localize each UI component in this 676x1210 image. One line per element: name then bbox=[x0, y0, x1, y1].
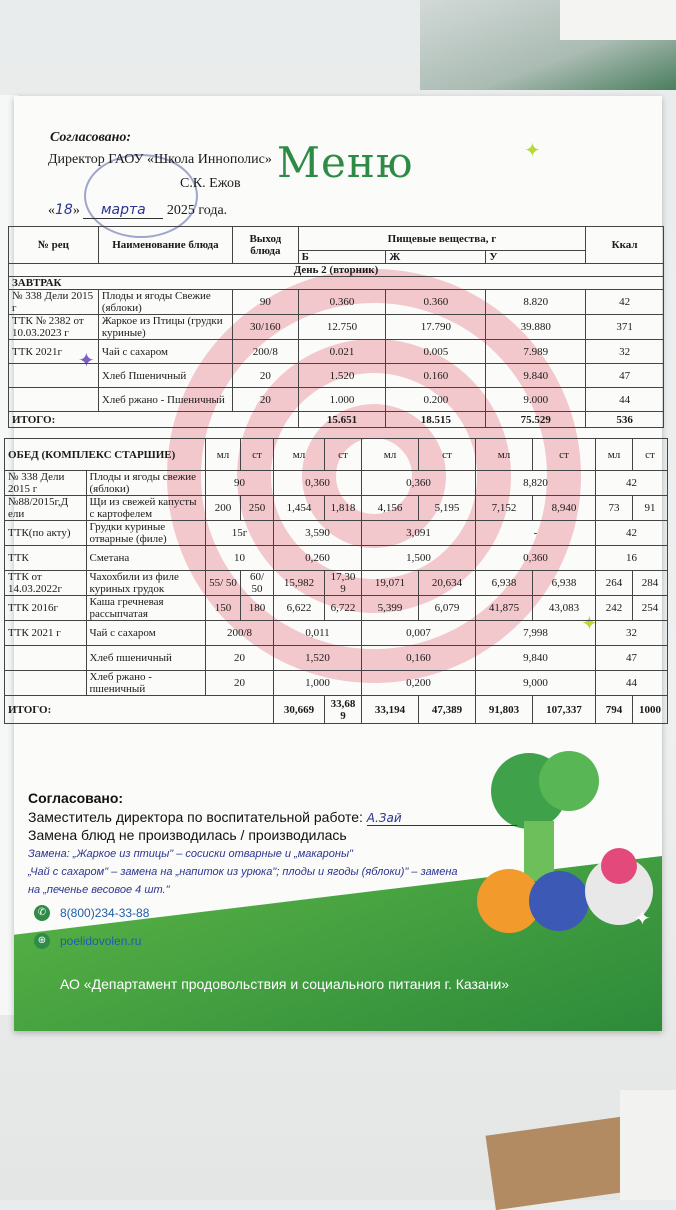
total-zh-st: 47,389 bbox=[419, 696, 476, 724]
cell-u-st: 6,938 bbox=[533, 571, 596, 596]
cell-u: 0,360 bbox=[476, 546, 596, 571]
cell-out: 20 bbox=[206, 646, 274, 671]
cell-u: 7,998 bbox=[476, 621, 596, 646]
total-zh: 18.515 bbox=[386, 412, 486, 428]
paper-scrap bbox=[560, 0, 676, 40]
sub-ml: мл bbox=[596, 439, 633, 471]
cell-name: Чахохбили из филе куриных грудок bbox=[86, 571, 206, 596]
total-k-ml: 794 bbox=[596, 696, 633, 724]
star-icon: ✦ bbox=[78, 350, 95, 372]
cell-kcal: 42 bbox=[596, 521, 668, 546]
cell-b: 1.000 bbox=[298, 388, 386, 412]
cell-zh-st: 6,079 bbox=[419, 596, 476, 621]
cell-zh-ml: 19,071 bbox=[362, 571, 419, 596]
table-row bbox=[9, 388, 664, 412]
star-icon: ✦ bbox=[634, 908, 651, 930]
cell-zh: 0.360 bbox=[386, 290, 486, 315]
cell-b-st: 1,818 bbox=[325, 496, 362, 521]
cell-rec bbox=[5, 671, 87, 696]
cell-kcal: 44 bbox=[586, 388, 664, 412]
total-kcal: 536 bbox=[586, 412, 664, 428]
globe-icon: ⊕ bbox=[34, 933, 50, 949]
cell-out-st: 180 bbox=[241, 596, 274, 621]
cell-b: 1,520 bbox=[274, 646, 362, 671]
day-label: День 2 (вторник) bbox=[9, 264, 664, 277]
col-name: Наименование блюда bbox=[98, 227, 232, 264]
cell-k-st: 284 bbox=[633, 571, 668, 596]
table-row bbox=[5, 571, 668, 596]
total-label: ИТОГО: bbox=[5, 696, 274, 724]
paper-piece bbox=[620, 1090, 676, 1200]
cell-b-st: 6,722 bbox=[325, 596, 362, 621]
cell-rec: ТТК № 2382 от 10.03.2023 г bbox=[9, 315, 99, 340]
table-row bbox=[5, 596, 668, 621]
star-icon: ✦ bbox=[524, 140, 541, 162]
cell-rec: № 338 Дели 2015 г bbox=[5, 471, 87, 496]
approval-date: «18» марта 2025 года. bbox=[48, 202, 228, 218]
col-output: Выход блюда bbox=[233, 227, 299, 264]
cell-b-ml: 6,622 bbox=[274, 596, 325, 621]
col-b: Б bbox=[298, 251, 386, 264]
cell-out: 20 bbox=[233, 364, 299, 388]
cell-u: 39.880 bbox=[486, 315, 586, 340]
table-row bbox=[5, 471, 668, 496]
sub-ml: мл bbox=[362, 439, 419, 471]
cell-u: 8,820 bbox=[476, 471, 596, 496]
total-k-st: 1000 bbox=[633, 696, 668, 724]
cell-zh-ml: 5,399 bbox=[362, 596, 419, 621]
sub-ml: мл bbox=[206, 439, 241, 471]
breakfast-table bbox=[8, 226, 664, 428]
cell-zh: 1,500 bbox=[362, 546, 476, 571]
sub-ml: мл bbox=[476, 439, 533, 471]
cell-k-ml: 264 bbox=[596, 571, 633, 596]
cell-name: Грудки куриные отварные (филе) bbox=[86, 521, 206, 546]
cell-rec bbox=[9, 388, 99, 412]
cell-out: 200/8 bbox=[206, 621, 274, 646]
total-b-ml: 30,669 bbox=[274, 696, 325, 724]
cell-u: 9.000 bbox=[486, 388, 586, 412]
col-kcal: Ккал bbox=[586, 227, 664, 264]
cell-u-ml: 6,938 bbox=[476, 571, 533, 596]
cell-out-st: 250 bbox=[241, 496, 274, 521]
cell-b: 3,590 bbox=[274, 521, 362, 546]
handwritten-note-3: на „печенье весовое 4 шт." bbox=[28, 884, 170, 896]
table-row bbox=[9, 315, 664, 340]
table-row bbox=[9, 340, 664, 364]
table-row bbox=[5, 496, 668, 521]
cell-zh: 0,007 bbox=[362, 621, 476, 646]
cell-rec: ТТК 2021г bbox=[9, 340, 99, 364]
cell-name: Хлеб ржано - пшеничный bbox=[86, 671, 206, 696]
cell-name: Хлеб ржано - Пшеничный bbox=[98, 388, 232, 412]
cell-out: 10 bbox=[206, 546, 274, 571]
cell-u: 9.840 bbox=[486, 364, 586, 388]
total-u: 75.529 bbox=[486, 412, 586, 428]
cell-zh: 0.160 bbox=[386, 364, 486, 388]
table-row bbox=[5, 521, 668, 546]
cell-name: Плоды и ягоды Свежие (яблоки) bbox=[98, 290, 232, 315]
cell-b: 0,011 bbox=[274, 621, 362, 646]
cell-name: Чай с сахаром bbox=[98, 340, 232, 364]
star-icon: ✦ bbox=[581, 613, 598, 635]
cell-b-st: 17,30 9 bbox=[325, 571, 362, 596]
table-row bbox=[5, 546, 668, 571]
cell-u: 9,000 bbox=[476, 671, 596, 696]
cell-kcal: 42 bbox=[596, 471, 668, 496]
table-row bbox=[9, 290, 664, 315]
cell-name: Щи из свежей капусты с картофелем bbox=[86, 496, 206, 521]
total-u-ml: 91,803 bbox=[476, 696, 533, 724]
cell-name: Хлеб Пшеничный bbox=[98, 364, 232, 388]
table-row bbox=[5, 671, 668, 696]
handwritten-note-2: „Чай с сахаром" – замена на „напиток из урюка"; плоды и ягоды (яблоки)" – замена bbox=[28, 866, 458, 878]
cell-name: Жаркое из Птицы (грудки куриные) bbox=[98, 315, 232, 340]
phone-number: 8(800)234-33-88 bbox=[60, 906, 150, 920]
sub-st: ст bbox=[419, 439, 476, 471]
cell-kcal: 44 bbox=[596, 671, 668, 696]
cell-kcal: 32 bbox=[596, 621, 668, 646]
menu-sheet bbox=[8, 96, 662, 1031]
cell-out-ml: 150 bbox=[206, 596, 241, 621]
lunch-title: ОБЕД (КОМПЛЕКС СТАРШИЕ) bbox=[5, 439, 206, 471]
cell-rec: ТТК(по акту) bbox=[5, 521, 87, 546]
handwritten-note-1: Замена: „Жаркое из птицы" – сосиски отварные и „макароны" bbox=[28, 848, 353, 860]
cell-zh-st: 20,634 bbox=[419, 571, 476, 596]
total-label: ИТОГО: bbox=[9, 412, 299, 428]
cell-rec bbox=[9, 364, 99, 388]
organization-name: АО «Департамент продовольствия и социального питания г. Казани» bbox=[60, 976, 510, 992]
cell-kcal: 16 bbox=[596, 546, 668, 571]
cell-kcal: 32 bbox=[586, 340, 664, 364]
cell-out-st: 60/ 50 bbox=[241, 571, 274, 596]
cell-zh: 0.005 bbox=[386, 340, 486, 364]
table-row bbox=[5, 646, 668, 671]
table-row bbox=[9, 364, 664, 388]
cell-b: 0,260 bbox=[274, 546, 362, 571]
cell-out: 15г bbox=[206, 521, 274, 546]
director-name: С.К. Ежов bbox=[180, 176, 241, 191]
cell-k-st: 254 bbox=[633, 596, 668, 621]
whatsapp-icon: ✆ bbox=[34, 905, 50, 921]
total-b-st: 33,68 9 bbox=[325, 696, 362, 724]
cell-rec: №88/2015г,Д ели bbox=[5, 496, 87, 521]
cell-zh-st: 5,195 bbox=[419, 496, 476, 521]
col-rec: № рец bbox=[9, 227, 99, 264]
sub-st: ст bbox=[633, 439, 668, 471]
cell-zh: 3,091 bbox=[362, 521, 476, 546]
sub-st: ст bbox=[533, 439, 596, 471]
sub-st: ст bbox=[325, 439, 362, 471]
cell-zh: 0,160 bbox=[362, 646, 476, 671]
cell-name: Хлеб пшеничный bbox=[86, 646, 206, 671]
cell-rec: ТТК 2016г bbox=[5, 596, 87, 621]
cell-zh-ml: 4,156 bbox=[362, 496, 419, 521]
cell-b: 1,000 bbox=[274, 671, 362, 696]
cell-u: 8.820 bbox=[486, 290, 586, 315]
cell-out: 30/160 bbox=[233, 315, 299, 340]
lunch-table bbox=[4, 438, 668, 724]
cell-u-ml: 41,875 bbox=[476, 596, 533, 621]
breakfast-title: ЗАВТРАК bbox=[9, 277, 664, 290]
cell-kcal: 47 bbox=[586, 364, 664, 388]
cell-k-ml: 242 bbox=[596, 596, 633, 621]
cell-rec: ТТК bbox=[5, 546, 87, 571]
cell-kcal: 42 bbox=[586, 290, 664, 315]
cell-b: 0,360 bbox=[274, 471, 362, 496]
total-u-st: 107,337 bbox=[533, 696, 596, 724]
approval-heading: Согласовано: bbox=[50, 130, 132, 145]
cell-name: Чай с сахаром bbox=[86, 621, 206, 646]
director-line: Директор ГАОУ «Школа Иннополис» bbox=[48, 152, 272, 167]
cell-kcal: 371 bbox=[586, 315, 664, 340]
cell-zh: 0.200 bbox=[386, 388, 486, 412]
cell-k-st: 91 bbox=[633, 496, 668, 521]
cell-zh: 17.790 bbox=[386, 315, 486, 340]
cell-zh: 0,360 bbox=[362, 471, 476, 496]
cell-name: Плоды и ягоды свежие (яблоки) bbox=[86, 471, 206, 496]
cell-rec bbox=[5, 646, 87, 671]
cell-u-ml: 7,152 bbox=[476, 496, 533, 521]
cell-rec: № 338 Дели 2015 г bbox=[9, 290, 99, 315]
deputy-signature: А.Зай bbox=[367, 811, 517, 826]
cell-u: - bbox=[476, 521, 596, 546]
cell-b: 0.021 bbox=[298, 340, 386, 364]
cell-b-ml: 1,454 bbox=[274, 496, 325, 521]
col-nutrients: Пищевые вещества, г bbox=[298, 227, 586, 251]
cell-out-ml: 55/ 50 bbox=[206, 571, 241, 596]
deputy-line: Заместитель директора по воспитательной работе: А.Зай bbox=[28, 809, 517, 826]
cell-zh: 0,200 bbox=[362, 671, 476, 696]
footer-approval: Согласовано: bbox=[28, 790, 124, 806]
total-zh-ml: 33,194 bbox=[362, 696, 419, 724]
menu-title: Меню bbox=[277, 138, 414, 187]
table-row bbox=[5, 621, 668, 646]
cell-out: 20 bbox=[233, 388, 299, 412]
sub-ml: мл bbox=[274, 439, 325, 471]
cell-u: 7.989 bbox=[486, 340, 586, 364]
lunch-total-row bbox=[5, 696, 668, 724]
cell-u-st: 8,940 bbox=[533, 496, 596, 521]
cell-out: 20 bbox=[206, 671, 274, 696]
cell-rec: ТТК 2021 г bbox=[5, 621, 87, 646]
cell-out-ml: 200 bbox=[206, 496, 241, 521]
cell-rec: ТТК от 14.03.2022г bbox=[5, 571, 87, 596]
cell-b-ml: 15,982 bbox=[274, 571, 325, 596]
cell-out: 90 bbox=[233, 290, 299, 315]
cell-b: 1.520 bbox=[298, 364, 386, 388]
cell-name: Сметана bbox=[86, 546, 206, 571]
col-zh: Ж bbox=[386, 251, 486, 264]
cell-u: 9,840 bbox=[476, 646, 596, 671]
cell-b: 12.750 bbox=[298, 315, 386, 340]
cell-u-st: 43,083 bbox=[533, 596, 596, 621]
cell-b: 0.360 bbox=[298, 290, 386, 315]
cell-kcal: 47 bbox=[596, 646, 668, 671]
cell-k-ml: 73 bbox=[596, 496, 633, 521]
replacement-line: Замена блюд не производилась / производилась bbox=[28, 827, 347, 843]
breakfast-total-row bbox=[9, 412, 664, 428]
col-u: У bbox=[486, 251, 586, 264]
cell-name: Каша гречневая рассыпчатая bbox=[86, 596, 206, 621]
cell-out: 90 bbox=[206, 471, 274, 496]
total-b: 15.651 bbox=[298, 412, 386, 428]
website-link: poelidovolen.ru bbox=[60, 934, 142, 948]
cell-out: 200/8 bbox=[233, 340, 299, 364]
sub-st: ст bbox=[241, 439, 274, 471]
